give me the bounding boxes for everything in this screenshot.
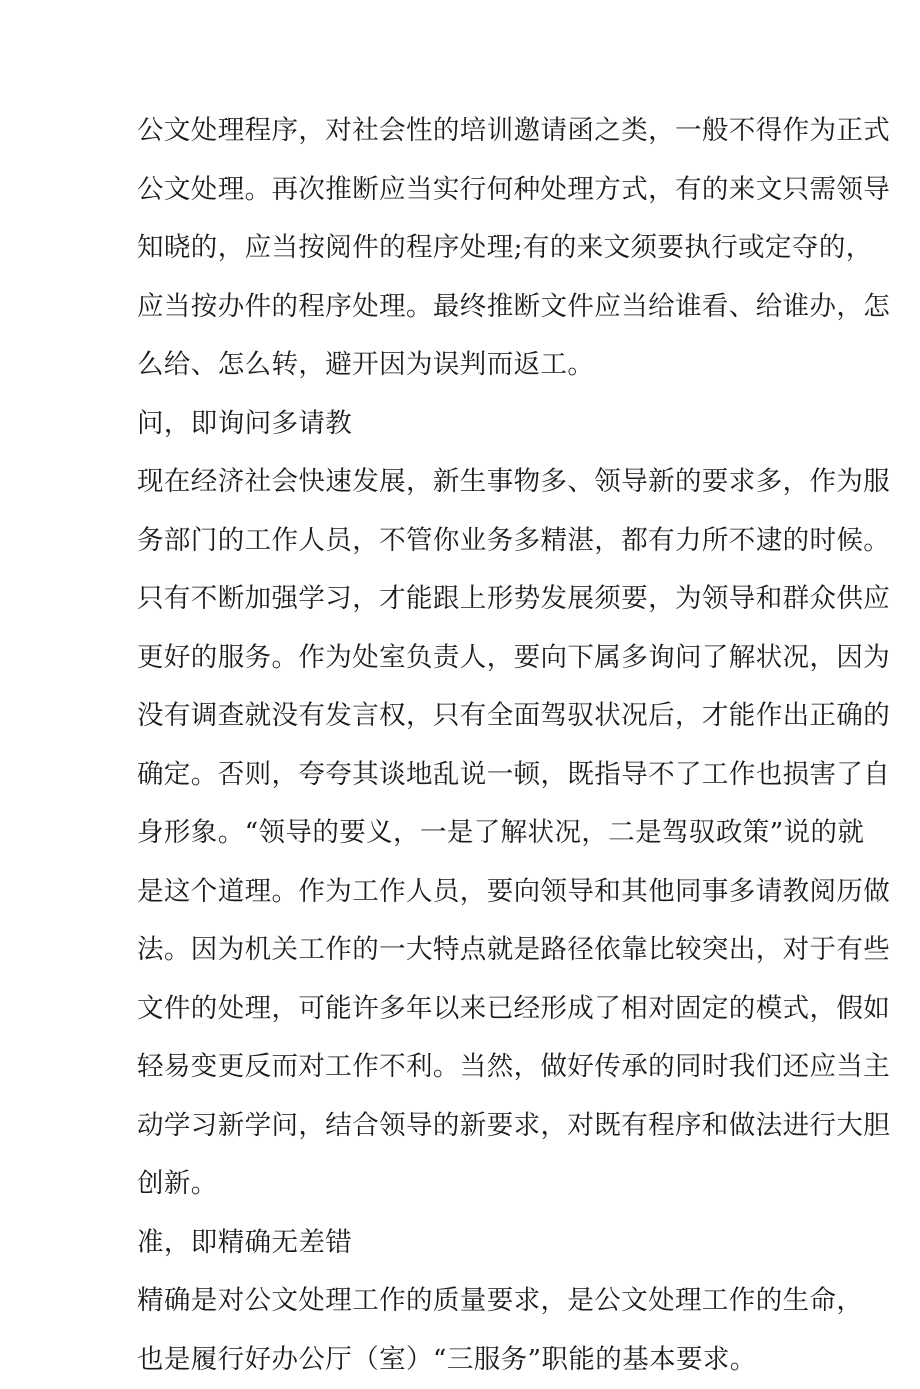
text-line: 公文处理。再次推断应当实行何种处理方式，有的来文只需领导 (137, 161, 797, 220)
text-line: 精确是对公文处理工作的质量要求，是公文处理工作的生命， (137, 1272, 797, 1331)
text-line: 动学习新学问，结合领导的新要求，对既有程序和做法进行大胆 (137, 1097, 797, 1156)
text-line: 务部门的工作人员，不管你业务多精湛，都有力所不逮的时候。 (137, 512, 797, 571)
text-line: 公文处理程序，对社会性的培训邀请函之类，一般不得作为正式 (137, 102, 797, 161)
section-heading-ask: 问，即询问多请教 (137, 395, 797, 454)
text-line: 更好的服务。作为处室负责人，要向下属多询问了解状况，因为 (137, 629, 797, 688)
text-line: 也是履行好办公厅（室）“三服务”职能的基本要求。 (137, 1331, 797, 1389)
text-line: 知晓的，应当按阅件的程序处理;有的来文须要执行或定夺的， (137, 219, 797, 278)
text-line: 创新。 (137, 1155, 797, 1214)
text-line: 应当按办件的程序处理。最终推断文件应当给谁看、给谁办，怎 (137, 278, 797, 337)
text-line: 轻易变更反而对工作不利。当然，做好传承的同时我们还应当主 (137, 1038, 797, 1097)
text-line: 确定。否则，夸夸其谈地乱说一顿，既指导不了工作也损害了自 (137, 746, 797, 805)
text-line: 法。因为机关工作的一大特点就是路径依靠比较突出，对于有些 (137, 921, 797, 980)
text-line: 没有调查就没有发言权，只有全面驾驭状况后，才能作出正确的 (137, 687, 797, 746)
section-heading-accurate: 准，即精确无差错 (137, 1214, 797, 1273)
text-line: 只有不断加强学习，才能跟上形势发展须要，为领导和群众供应 (137, 570, 797, 629)
text-line: 身形象。“领导的要义，一是了解状况，二是驾驭政策”说的就 (137, 804, 797, 863)
text-line: 是这个道理。作为工作人员，要向领导和其他同事多请教阅历做 (137, 863, 797, 922)
document-body (137, 102, 797, 1389)
text-line: 文件的处理，可能许多年以来已经形成了相对固定的模式，假如 (137, 980, 797, 1039)
text-line: 现在经济社会快速发展，新生事物多、领导新的要求多，作为服 (137, 453, 797, 512)
text-line: 么给、怎么转，避开因为误判而返工。 (137, 336, 797, 395)
